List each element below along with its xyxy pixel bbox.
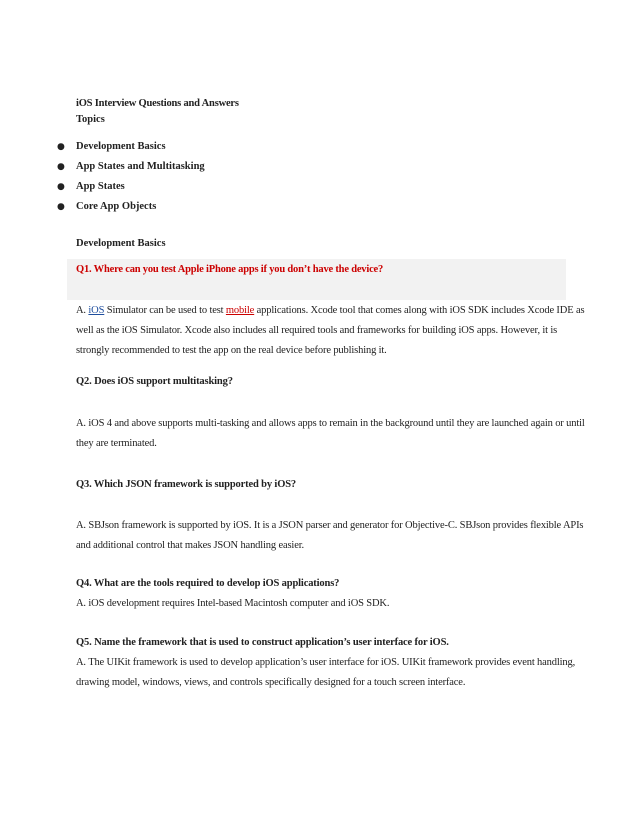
answer-2-line-1: A. iOS 4 and above supports multi-tasking and allows apps to remain in the background until they are launched again or until: [76, 418, 585, 429]
bullet-icon: ●: [57, 142, 65, 152]
answer-3-line-2: and additional control that makes JSON handling easier.: [76, 540, 304, 551]
toc-item-label: Core App Objects: [76, 201, 157, 212]
toc-item[interactable]: [57, 161, 205, 172]
ios-link[interactable]: iOS: [88, 305, 105, 316]
question-3: Q3. Which JSON framework is supported by iOS?: [76, 479, 297, 490]
topics-label: Topics: [76, 114, 105, 125]
answer-3-line-1: A. SBJson framework is supported by iOS. It is a JSON parser and generator for Objective-C. SBJson provides flexible APIs: [76, 520, 584, 531]
question-1: Q1. Where can you test Apple iPhone apps if you don’t have the device?: [76, 264, 384, 275]
question-4: Q4. What are the tools required to develop iOS applications?: [76, 578, 340, 589]
answer-text: Simulator can be used to test: [104, 305, 226, 316]
answer-5-line-1: A. The UIKit framework is used to develop application’s user interface for iOS. UIKit framework provides event handling,: [76, 657, 576, 668]
toc-item[interactable]: [57, 141, 166, 152]
toc-item-label: App States and Multitasking: [76, 161, 205, 172]
bullet-icon: ●: [57, 202, 65, 212]
toc-item[interactable]: [57, 181, 125, 192]
answer-text: applications. Xcode tool that comes along with iOS SDK includes Xcode IDE as: [254, 305, 585, 316]
answer-4-line-1: A. iOS development requires Intel-based Macintosh computer and iOS SDK.: [76, 598, 390, 609]
bullet-icon: ●: [57, 162, 65, 172]
answer-1-line-2: well as the iOS Simulator. Xcode also includes all required tools and frameworks for building iOS apps. However, it is: [76, 325, 558, 336]
toc-item-label: Development Basics: [76, 141, 166, 152]
answer-prefix: A.: [76, 305, 89, 316]
mobile-link[interactable]: mobile: [225, 305, 255, 316]
answer-1-line-1: [76, 305, 584, 316]
question-5: Q5. Name the framework that is used to construct application’s user interface for iOS.: [76, 637, 449, 648]
question-2: Q2. Does iOS support multitasking?: [76, 376, 233, 387]
bullet-icon: ●: [57, 182, 65, 192]
answer-5-line-2: drawing model, windows, views, and controls specifically designed for a touch screen interface.: [76, 677, 466, 688]
document-title: iOS Interview Questions and Answers: [76, 98, 239, 109]
toc-item-label: App States: [76, 181, 125, 192]
answer-2-line-2: they are terminated.: [76, 438, 157, 449]
section-heading: Development Basics: [76, 238, 166, 249]
toc-item[interactable]: [57, 201, 156, 212]
answer-1-line-3: strongly recommended to test the app on the real device before publishing it.: [76, 345, 387, 356]
